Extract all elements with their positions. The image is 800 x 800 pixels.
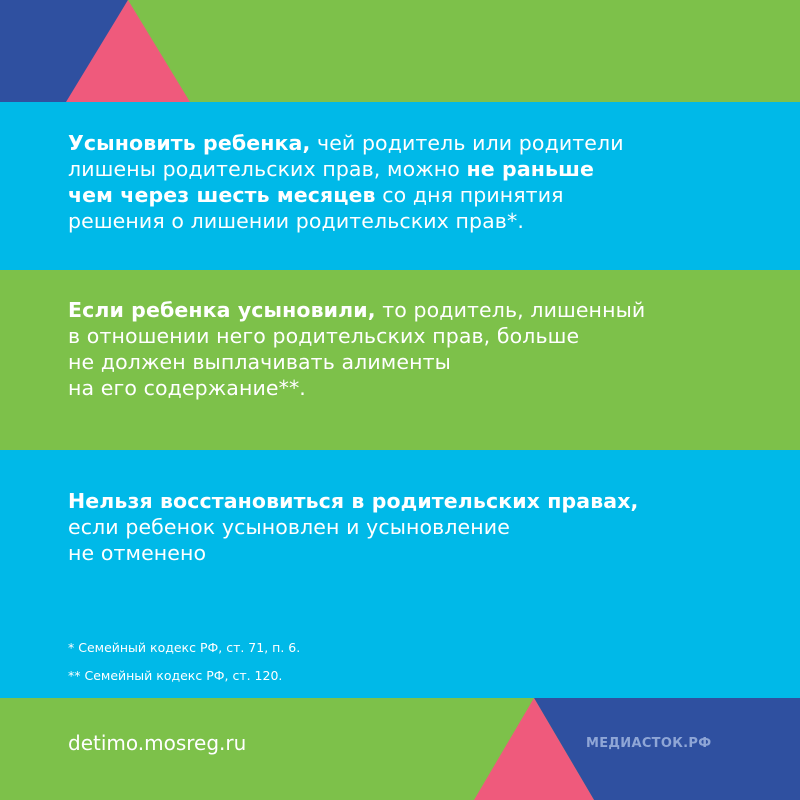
block1-line3-bold: чем через шесть месяцев	[68, 183, 376, 207]
block3-line2: если ребенок усыновлен и усыновление	[68, 515, 510, 539]
block2-line2: в отношении него родительских прав, больше	[68, 324, 580, 348]
block1-line2-bold: не раньше	[466, 157, 594, 181]
alimony-text	[68, 297, 728, 401]
block1-line1-rest: чей родитель или родители	[310, 131, 624, 155]
block2-line1	[68, 297, 728, 323]
block1-line1-bold: Усыновить ребенка,	[68, 131, 311, 155]
block2-line4: на его содержание**.	[68, 376, 306, 400]
block3-line1-bold: Нельзя восстановиться в родительских правах,	[68, 489, 639, 513]
block2-line1-rest: то родитель, лишенный	[375, 298, 646, 322]
footnote-1: * Семейный кодекс РФ, ст. 71, п. 6.	[68, 640, 301, 655]
footnote-2: ** Семейный кодекс РФ, ст. 120.	[68, 668, 283, 683]
restoration-text	[68, 488, 728, 566]
block1-line4: решения о лишении родительских прав*.	[68, 209, 524, 233]
brand-logo-text: МЕДИАСТОК.РФ	[586, 736, 712, 751]
website-link[interactable]: detimo.mosreg.ru	[68, 731, 247, 755]
block1-line1	[68, 130, 728, 156]
block2-line3: не должен выплачивать алименты	[68, 350, 451, 374]
adoption-timing-text	[68, 130, 728, 234]
block1-line3	[68, 182, 728, 208]
block1-line2	[68, 156, 728, 182]
block2-line1-bold: Если ребенка усыновили,	[68, 298, 376, 322]
block1-line3-rest: со дня принятия	[375, 183, 564, 207]
block3-line1	[68, 488, 728, 514]
block3-line3: не отменено	[68, 541, 207, 565]
block1-line2-pre: лишены родительских прав, можно	[68, 157, 467, 181]
